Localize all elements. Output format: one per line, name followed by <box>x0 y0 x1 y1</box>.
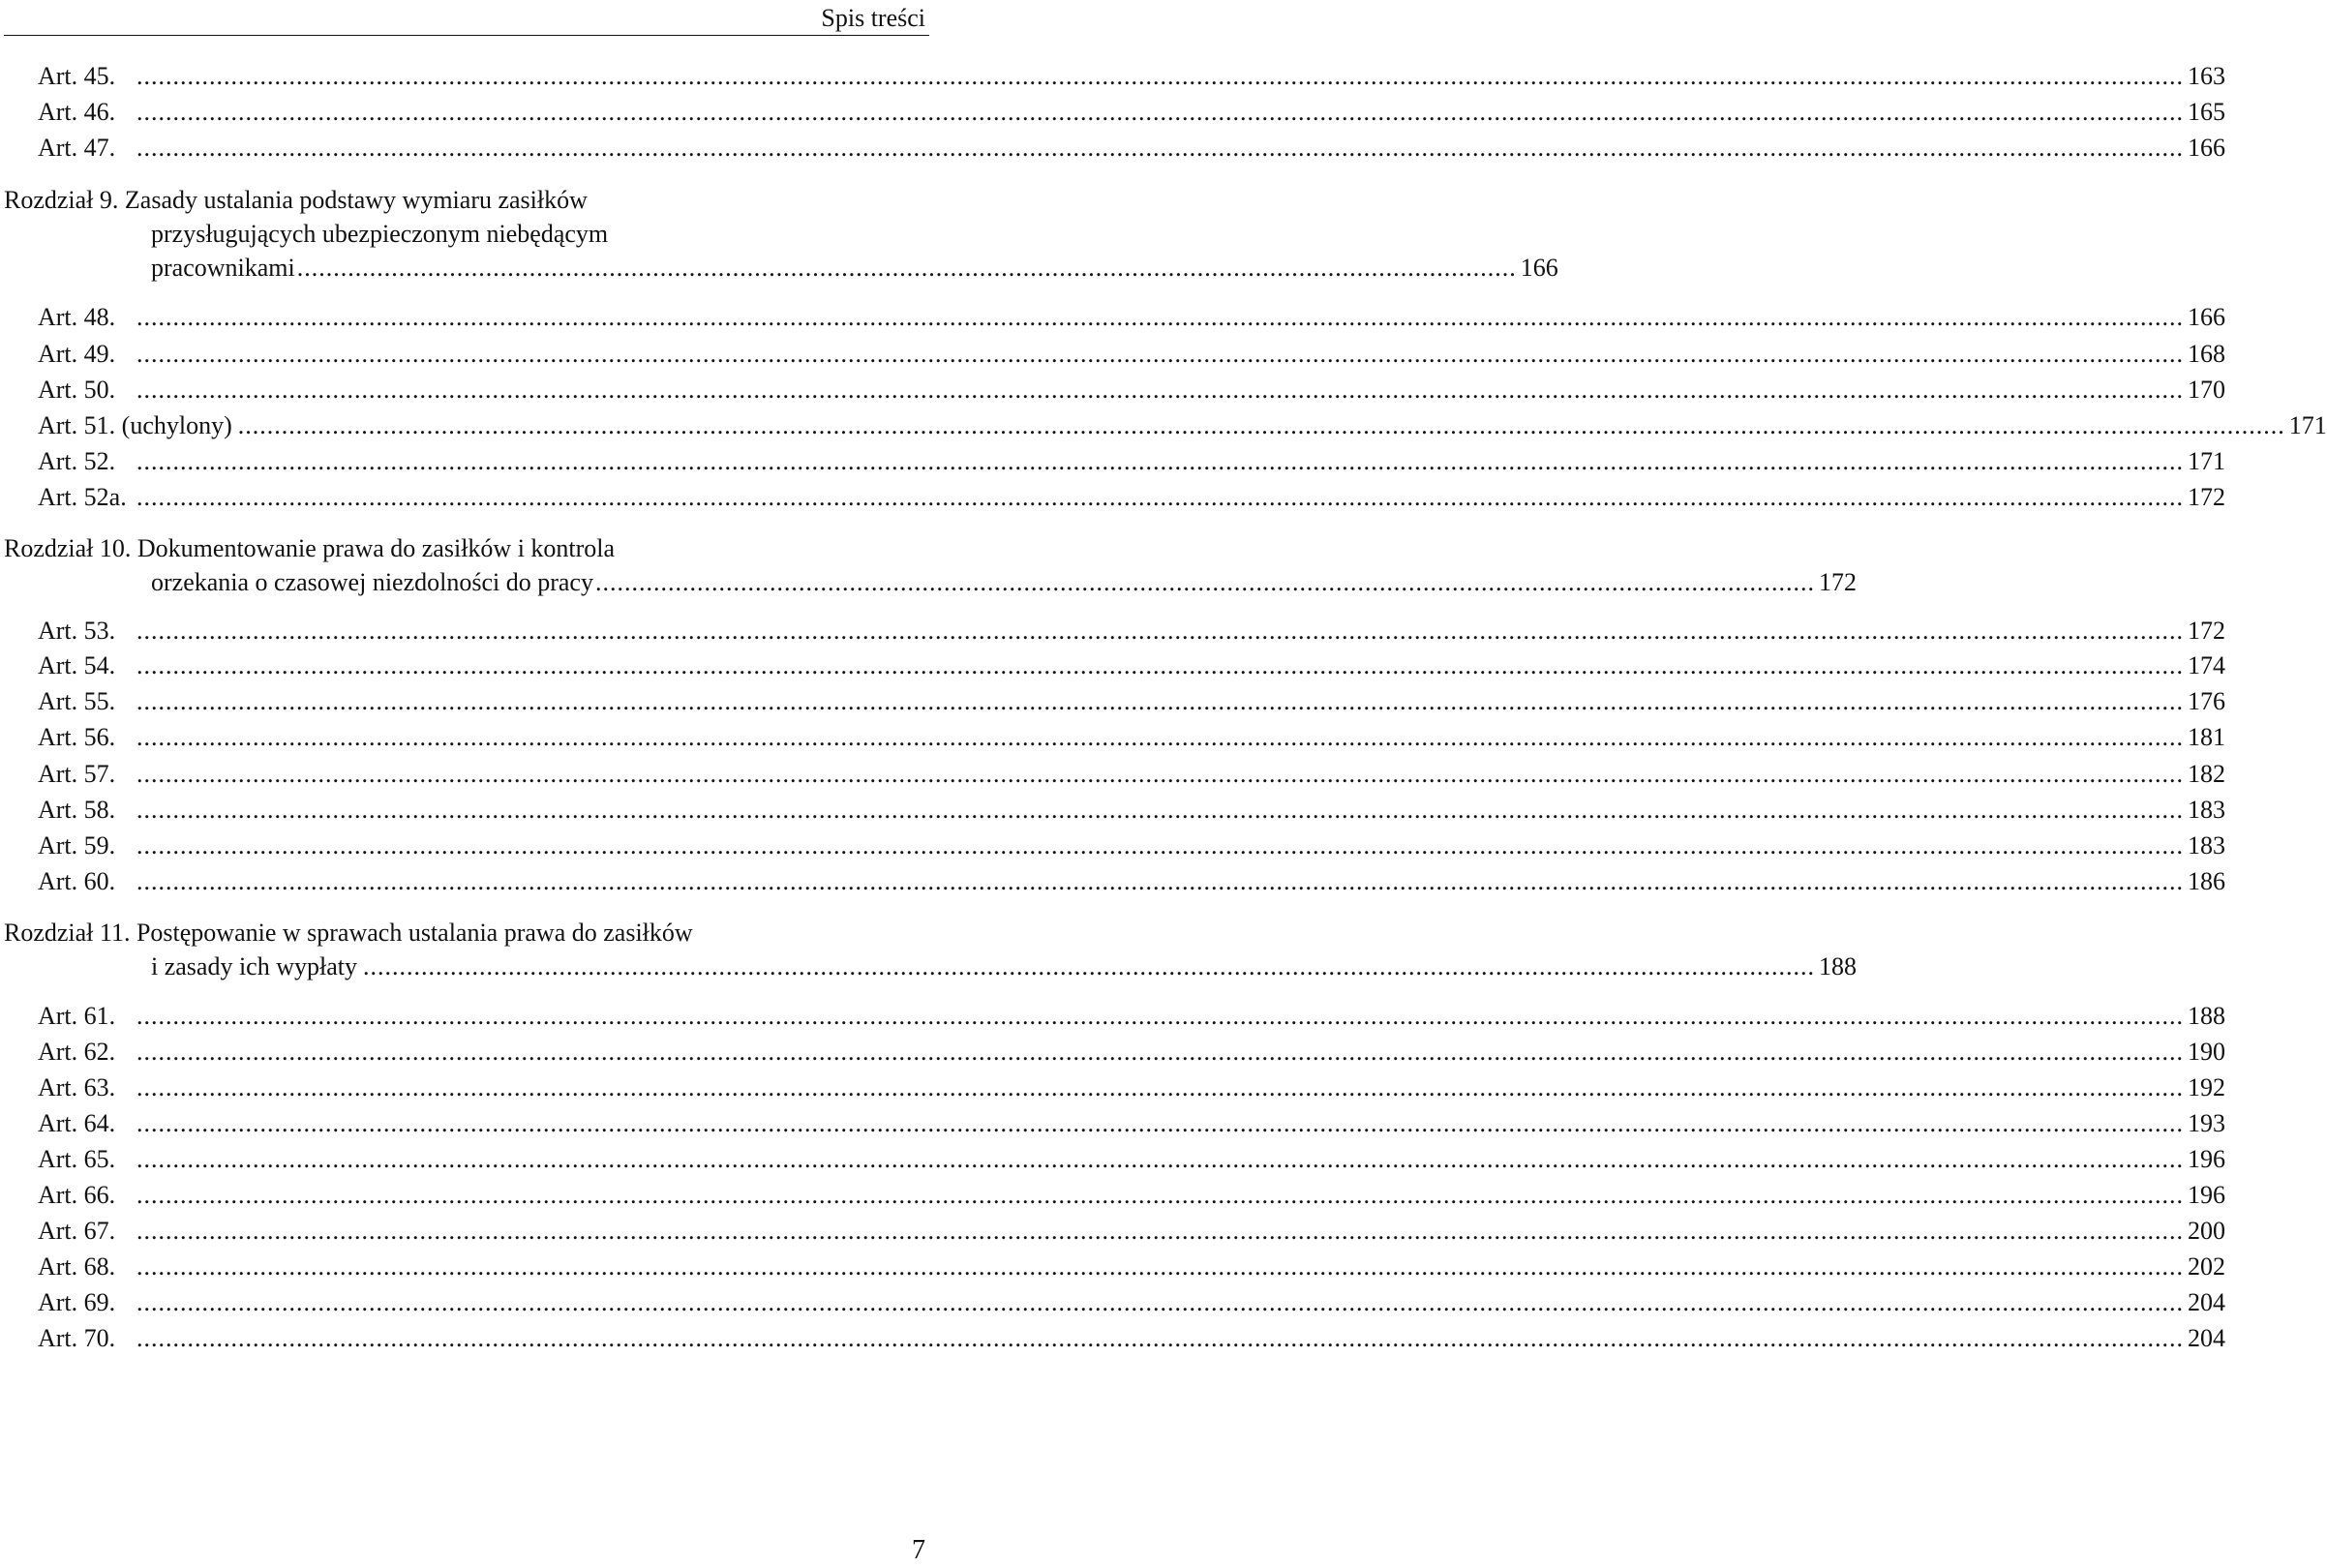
toc-entry-art-65[interactable] <box>38 1143 2225 1176</box>
toc-entry-page: 166 <box>2188 134 2225 162</box>
dot-leader <box>238 409 2285 442</box>
toc-entry-art-46[interactable] <box>38 96 2225 129</box>
toc-entry-label: Art. 63. <box>38 1073 116 1101</box>
dot-leader <box>136 1036 2184 1069</box>
toc-entry-art-56[interactable] <box>38 721 2225 754</box>
toc-entry-page: 163 <box>2188 62 2225 90</box>
toc-chapter-page: 188 <box>1819 952 1857 980</box>
toc-entry-page: 170 <box>2188 376 2225 404</box>
toc-entry-art-69[interactable] <box>38 1286 2225 1319</box>
toc-entry-page: 188 <box>2188 1002 2225 1030</box>
dot-leader <box>136 1071 2184 1104</box>
toc-chapter-page: 166 <box>1520 254 1558 282</box>
toc-entry-label: Art. 67. <box>38 1217 116 1245</box>
dot-leader: ........................................................................................................................................................................................................ <box>363 952 1815 980</box>
chapter-title-line: pracownikami <box>151 254 295 282</box>
toc-entry-page: 200 <box>2188 1217 2225 1245</box>
toc-entry-art-67[interactable] <box>38 1215 2225 1248</box>
toc-entry-label: Art. 70. <box>38 1324 116 1352</box>
toc-entry-art-50[interactable] <box>38 374 2225 407</box>
dot-leader <box>136 615 2184 648</box>
dot-leader <box>136 829 2184 862</box>
toc-entry-page: 193 <box>2188 1109 2225 1137</box>
toc-entry-label: Art. 58. <box>38 796 116 824</box>
toc-entry-art-59[interactable] <box>38 829 2225 862</box>
toc-entry-page: 171 <box>2288 411 2327 439</box>
toc-entry-label: Art. 60. <box>38 867 116 895</box>
dot-leader <box>136 649 2184 682</box>
toc-entry-label: Art. 66. <box>38 1181 116 1209</box>
toc-entry-page: 168 <box>2188 340 2225 368</box>
toc-entry-art-70[interactable] <box>38 1322 2225 1355</box>
toc-entry-page: 166 <box>2188 303 2225 331</box>
toc-entry-art-63[interactable] <box>38 1071 2225 1104</box>
dot-leader <box>136 758 2184 791</box>
chapter-title-line: przysługujących ubezpieczonym niebędącym <box>151 220 609 248</box>
toc-entry-art-62[interactable] <box>38 1036 2225 1069</box>
chapter-last-line <box>4 565 1857 599</box>
toc-entry-page: 172 <box>2188 483 2225 511</box>
toc-entry-page: 174 <box>2188 651 2225 679</box>
chapter-last-line <box>4 950 1857 983</box>
toc-entry-art-57[interactable] <box>38 758 2225 791</box>
toc-entry-art-54[interactable] <box>38 649 2225 682</box>
toc-entry-page: 181 <box>2188 723 2225 751</box>
toc-entry-page: 171 <box>2188 447 2225 475</box>
dot-leader <box>136 338 2184 371</box>
dot-leader <box>136 1322 2184 1355</box>
toc-entry-page: 176 <box>2188 687 2225 715</box>
toc-entry-art-45[interactable] <box>38 60 2225 93</box>
dot-leader <box>136 132 2184 165</box>
toc-entry-art-66[interactable] <box>38 1179 2225 1212</box>
toc-entry-label: Art. 50. <box>38 376 116 404</box>
toc-entry-art-61[interactable] <box>38 1000 2225 1033</box>
toc-entry-label: Art. 48. <box>38 303 116 331</box>
chapter-title-line: orzekania o czasowej niezdolności do pracy <box>151 568 593 596</box>
toc-entry-page: 190 <box>2188 1038 2225 1066</box>
toc-entry-page: 172 <box>2188 617 2225 645</box>
toc-entry-page: 196 <box>2188 1181 2225 1209</box>
toc-entry-page: 186 <box>2188 867 2225 895</box>
toc-entry-art-55[interactable] <box>38 685 2225 718</box>
chapter-title-line: Rozdział 11. Postępowanie w sprawach ustalania prawa do zasiłków <box>4 919 693 947</box>
toc-entry-page: 204 <box>2188 1324 2225 1352</box>
page-number: 7 <box>912 1535 925 1565</box>
toc-entry-label: Art. 51. (uchylony) <box>38 411 232 439</box>
toc-entry-page: 192 <box>2188 1073 2225 1101</box>
toc-entry-label: Art. 68. <box>38 1252 116 1281</box>
toc-entry-label: Art. 57. <box>38 760 116 788</box>
toc-entry-art-51[interactable] <box>38 409 2327 442</box>
dot-leader <box>136 445 2184 478</box>
toc-entry-label: Art. 64. <box>38 1109 116 1137</box>
dot-leader <box>136 1143 2184 1176</box>
page-header <box>4 2 929 36</box>
dot-leader <box>136 374 2184 407</box>
toc-entry-label: Art. 59. <box>38 831 116 859</box>
toc-entry-label: Art. 55. <box>38 687 116 715</box>
toc-entry-page: 182 <box>2188 760 2225 788</box>
dot-leader <box>136 1286 2184 1319</box>
toc-chapter-page: 172 <box>1818 568 1857 596</box>
toc-entry-label: Art. 62. <box>38 1038 116 1066</box>
dot-leader <box>136 794 2184 827</box>
toc-entry-label: Art. 45. <box>38 62 116 90</box>
dot-leader <box>136 865 2184 898</box>
toc-entry-art-52[interactable] <box>38 445 2225 478</box>
toc-entry-label: Art. 56. <box>38 723 116 751</box>
dot-leader: ........................................................................................................................................................................ <box>594 568 1815 596</box>
toc-entry-art-49[interactable] <box>38 338 2225 371</box>
chapter-title-line: Rozdział 10. Dokumentowanie prawa do zasiłków i kontrola <box>4 534 616 562</box>
toc-entry-label: Art. 53. <box>38 617 116 645</box>
toc-chapter-9[interactable] <box>4 183 1558 285</box>
toc-entry-art-47[interactable] <box>38 132 2225 165</box>
toc-entry-label: Art. 47. <box>38 134 116 162</box>
toc-entry-art-68[interactable] <box>38 1251 2225 1283</box>
chapter-title-line: i zasady ich wypłaty <box>151 952 357 980</box>
dot-leader <box>136 721 2184 754</box>
dot-leader <box>136 301 2184 334</box>
toc-chapter-11[interactable] <box>4 916 1857 983</box>
dot-leader: ........................................................................................................................................................................ <box>296 254 1517 282</box>
dot-leader <box>136 96 2184 129</box>
dot-leader <box>136 1179 2184 1212</box>
dot-leader <box>136 60 2184 93</box>
dot-leader <box>136 1215 2184 1248</box>
toc-entry-label: Art. 61. <box>38 1002 116 1030</box>
toc-entry-page: 183 <box>2188 796 2225 824</box>
toc-entry-label: Art. 69. <box>38 1288 116 1316</box>
dot-leader <box>136 1107 2184 1140</box>
dot-leader <box>136 481 2184 514</box>
toc-entry-page: 202 <box>2188 1252 2225 1281</box>
toc-entry-page: 196 <box>2188 1145 2225 1173</box>
toc-entry-art-64[interactable] <box>38 1107 2225 1140</box>
toc-entry-label: Art. 52a. <box>38 483 127 511</box>
dot-leader <box>136 1000 2184 1033</box>
toc-entry-label: Art. 54. <box>38 651 116 679</box>
toc-entry-art-52a[interactable] <box>38 481 2225 514</box>
toc-entry-label: Art. 49. <box>38 340 116 368</box>
toc-chapter-10[interactable] <box>4 531 1857 599</box>
chapter-title-line: Rozdział 9. Zasady ustalania podstawy wymiaru zasiłków <box>4 186 588 214</box>
toc-entry-page: 204 <box>2188 1288 2225 1316</box>
toc-entry-page: 165 <box>2188 98 2225 126</box>
toc-entry-page: 183 <box>2188 831 2225 859</box>
toc-entry-art-48[interactable] <box>38 301 2225 334</box>
dot-leader <box>136 1251 2184 1283</box>
toc-entry-label: Art. 65. <box>38 1145 116 1173</box>
chapter-last-line <box>4 251 1558 285</box>
toc-entry-art-53[interactable] <box>38 615 2225 648</box>
toc-entry-art-58[interactable] <box>38 794 2225 827</box>
toc-entry-label: Art. 46. <box>38 98 116 126</box>
dot-leader <box>136 685 2184 718</box>
running-title: Spis treści <box>821 4 925 32</box>
toc-entry-label: Art. 52. <box>38 447 116 475</box>
toc-entry-art-60[interactable] <box>38 865 2225 898</box>
